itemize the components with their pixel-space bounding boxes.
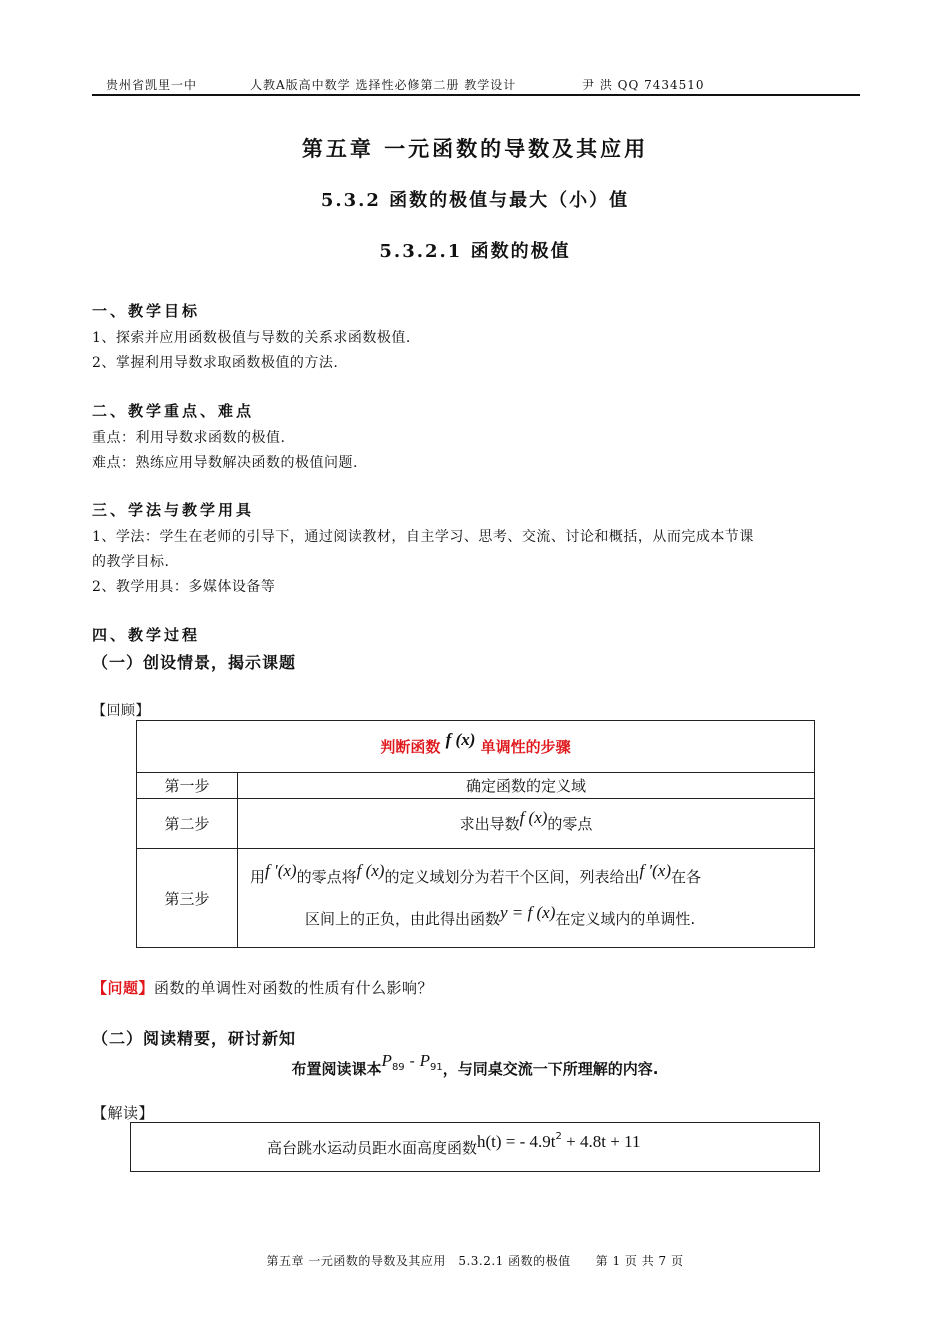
step3-e: 区间上的正负，由此得出函数 bbox=[305, 910, 501, 928]
step3-a: 用 bbox=[250, 868, 266, 886]
page-header bbox=[92, 74, 860, 96]
reading-p89: 89 bbox=[391, 1062, 405, 1073]
question-text: 函数的单调性对函数的性质有什么影响？ bbox=[154, 979, 434, 997]
question-tag: 【问题】 bbox=[92, 979, 155, 997]
step2-label: 第二步 bbox=[137, 799, 238, 849]
step3-label: 第三步 bbox=[137, 849, 238, 948]
step3-fprime-2: f ′(x) bbox=[639, 861, 672, 880]
box-formula-b: + 4.8t + 11 bbox=[561, 1132, 641, 1151]
review-table-title bbox=[137, 721, 815, 773]
reading-instruction bbox=[0, 1051, 950, 1081]
goals-heading: 一、教学目标 bbox=[92, 302, 201, 320]
methods-heading: 三、学法与教学用具 bbox=[92, 501, 255, 519]
difficulty-text: 难点：熟练应用导数解决函数的极值问题. bbox=[92, 455, 358, 471]
reading-p91: 91 bbox=[430, 1062, 443, 1073]
goal-item-2: 2、掌握利用导数求取函数极值的方法. bbox=[92, 355, 339, 371]
methods-item2: 2、教学用具：多媒体设备等 bbox=[92, 579, 276, 595]
step2-fx: f (x) bbox=[519, 808, 548, 827]
keypoints-heading: 二、教学重点、难点 bbox=[92, 402, 255, 420]
table-title-fx: f (x) bbox=[445, 730, 476, 749]
box-text: 高台跳水运动员距水面高度函数 bbox=[267, 1139, 478, 1157]
step3-b: 的零点将 bbox=[296, 868, 357, 886]
step3-fprime-1: f ′(x) bbox=[265, 861, 297, 880]
reading-dash: - bbox=[404, 1052, 420, 1070]
review-table bbox=[136, 720, 815, 948]
focus-text: 重点：利用导数求函数的极值. bbox=[92, 430, 286, 446]
step3-line2 bbox=[250, 903, 802, 935]
step3-cell bbox=[238, 849, 815, 948]
header-course: 人教A版高中数学 选择性必修第二册 教学设计 bbox=[250, 78, 517, 92]
step3-f: 在定义域内的单调性. bbox=[555, 910, 696, 928]
page-footer: 第五章 一元函数的导数及其应用 5.3.2.1 函数的极值 第 1 页 共 7 页 bbox=[266, 1254, 684, 1268]
step3-d: 在各 bbox=[671, 868, 702, 886]
step1-text: 确定函数的定义域 bbox=[238, 773, 815, 799]
reading-p2: P bbox=[419, 1051, 431, 1070]
table-title-pre: 判断函数 bbox=[380, 738, 441, 756]
interpret-label: 【解读】 bbox=[92, 1104, 155, 1122]
interpret-box-content bbox=[267, 1131, 641, 1158]
question-line bbox=[92, 977, 433, 998]
part1-heading: （一）创设情景，揭示课题 bbox=[92, 653, 297, 672]
reading-post: ，与同桌交流一下所理解的内容. bbox=[442, 1060, 659, 1078]
chapter-title: 第五章 一元函数的导数及其应用 bbox=[301, 136, 649, 161]
process-heading: 四、教学过程 bbox=[92, 626, 201, 644]
methods-item1-line2: 的教学目标. bbox=[92, 554, 170, 570]
step3-c: 的定义域划分为若干个区间，列表给出 bbox=[384, 868, 640, 886]
review-label: 【回顾】 bbox=[92, 703, 150, 719]
reading-p1: P bbox=[381, 1051, 392, 1070]
step2-pre: 求出导数 bbox=[459, 815, 520, 833]
table-title-post: 单调性的步骤 bbox=[480, 738, 571, 756]
methods-item1-line1: 1、学法：学生在老师的引导下，通过阅读教材，自主学习、思考、交流、讨论和概括，从而完成本节课 bbox=[92, 529, 754, 545]
step3-yfx: y = f (x) bbox=[500, 903, 556, 922]
interpret-box bbox=[130, 1122, 820, 1172]
step2-post: 的零点 bbox=[547, 815, 593, 833]
step1-label: 第一步 bbox=[137, 773, 238, 799]
section-title: 5.3.2 函数的极值与最大（小）值 bbox=[320, 190, 630, 211]
step3-line1 bbox=[250, 861, 802, 893]
reading-pre: 布置阅读课本 bbox=[291, 1060, 382, 1078]
box-formula-a: h(t) = - 4.9t bbox=[477, 1132, 556, 1151]
step2-cell bbox=[238, 799, 815, 849]
header-school: 贵州省凯里一中 bbox=[106, 78, 198, 92]
part2-heading: （二）阅读精要，研讨新知 bbox=[92, 1029, 297, 1048]
subsection-title: 5.3.2.1 函数的极值 bbox=[379, 241, 571, 262]
box-formula-exp: 2 bbox=[555, 1131, 562, 1142]
goal-item-1: 1、探索并应用函数极值与导数的关系求函数极值. bbox=[92, 330, 411, 346]
header-author: 尹 洪 QQ 7434510 bbox=[582, 78, 705, 92]
step3-fx: f (x) bbox=[356, 861, 385, 880]
